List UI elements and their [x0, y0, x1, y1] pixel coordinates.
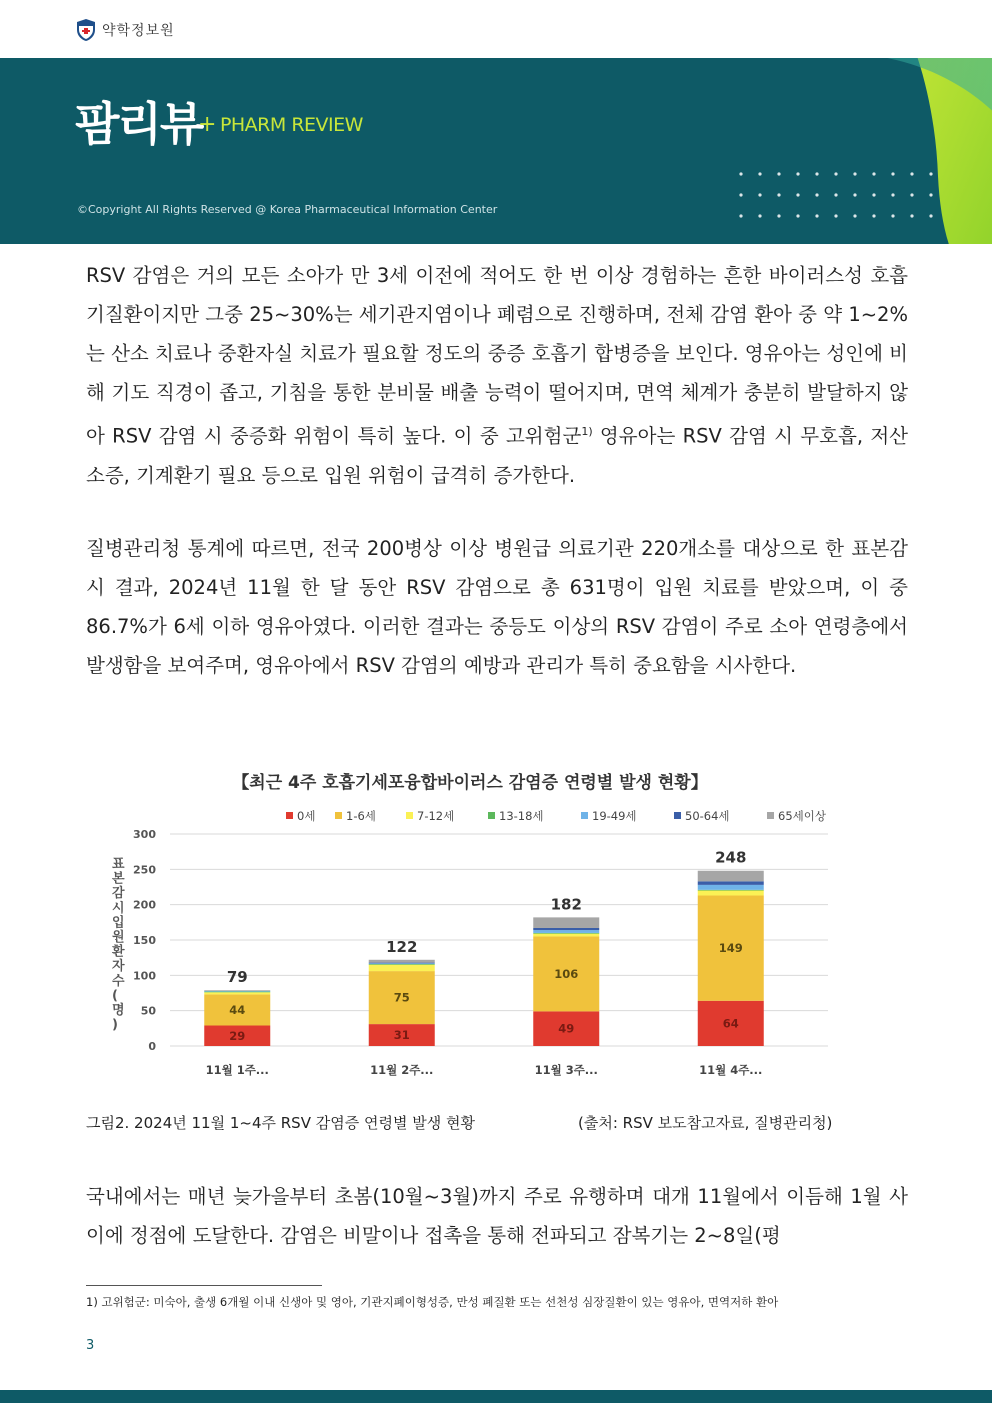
bar-segment [698, 881, 764, 885]
dot [758, 214, 761, 217]
x-tick-label: 11월 3주... [534, 1063, 598, 1077]
dot [910, 193, 913, 196]
bar-segment [204, 990, 270, 991]
logo-text: 약학정보원 [102, 23, 175, 39]
total-label: 248 [715, 848, 747, 867]
logo [76, 18, 175, 42]
dot [777, 172, 780, 175]
subtitle-text: PHARM REVIEW [219, 114, 363, 136]
legend-label: 50-64세 [685, 809, 730, 823]
dot [758, 193, 761, 196]
data-label: 44 [229, 1002, 246, 1017]
legend-swatch [406, 812, 413, 819]
top-bar [0, 0, 992, 58]
bar-segment [533, 917, 599, 928]
dot [910, 172, 913, 175]
page-title: 팜리뷰 [75, 97, 203, 151]
bar-segment [204, 992, 270, 993]
bar-segment [369, 960, 435, 963]
footnote-ref: 1) [581, 425, 593, 438]
dot [929, 214, 932, 217]
dot [815, 172, 818, 175]
legend-swatch [581, 812, 588, 819]
legend-swatch [286, 812, 293, 819]
bar-segment [533, 934, 599, 937]
data-label: 49 [558, 1021, 575, 1036]
y-tick-label: 100 [133, 969, 156, 983]
dot [758, 172, 761, 175]
dot [872, 193, 875, 196]
dot [891, 172, 894, 175]
legend-label: 0세 [297, 809, 316, 823]
chart-figure [100, 760, 840, 1090]
plus-icon: + [198, 112, 216, 137]
bar-segment [698, 891, 764, 896]
dot [853, 214, 856, 217]
bar-segment [369, 965, 435, 971]
x-tick-label: 11월 4주... [699, 1063, 763, 1077]
paragraph-1-text-a: RSV 감염은 거의 모든 소아가 만 3세 이전에 적어도 한 번 이상 경험하는 흔한 바이러스성 호흡기질환이지만 그중 25~30%는 세기관지염이나 폐렴으로 진행하며, 전체 감염 환아 중 약 1~2%는 산소 치료나 중환자실 치료가 필요할 정도의 중증 호흡기 합병증을 보인다. 영유아는 성인에 비해 기도 직경이 좁고, 기침을 통한 분비물 배출 능력이 떨어지며, 면역 체계가 충분히 발달하지 않아 RSV 감염 시 중증화 위험이 특히 높다. 이 중 고위험군 [86, 264, 908, 448]
legend-swatch [335, 812, 342, 819]
dot [853, 172, 856, 175]
dot [929, 172, 932, 175]
stacked-bar-chart [100, 760, 840, 1090]
copyright-text: ©Copyright All Rights Reserved @ Korea Pharmaceutical Information Center [77, 203, 498, 216]
bar-segment [698, 885, 764, 890]
total-label: 182 [550, 895, 582, 914]
legend-swatch [488, 812, 495, 819]
bar-segment [369, 964, 435, 965]
x-tick-label: 11월 2주... [370, 1063, 434, 1077]
footnote-divider [86, 1285, 322, 1286]
footnote: 1) 고위험군: 미숙아, 출생 6개월 이내 신생아 및 영아, 기관지폐이형성증, 만성 폐질환 또는 선천성 심장질환이 있는 영유아, 면역저하 환아 [86, 1295, 779, 1309]
dot [891, 214, 894, 217]
bar-segment [698, 871, 764, 882]
paragraph-3: 국내에서는 매년 늦가을부터 초봄(10월~3월)까지 주로 유행하며 대개 11월에서 이듬해 1월 사이에 정점에 도달한다. 감염은 비말이나 접촉을 통해 전파되고 잠복기는 2~8일(평 [86, 1185, 908, 1247]
dot [853, 193, 856, 196]
dot [739, 214, 742, 217]
data-label: 31 [393, 1028, 410, 1043]
dot [834, 172, 837, 175]
bar-segment [369, 963, 435, 964]
dot [834, 193, 837, 196]
dot [739, 193, 742, 196]
dot [815, 193, 818, 196]
dot [796, 193, 799, 196]
x-tick-label: 11월 1주... [205, 1063, 269, 1077]
dot [891, 193, 894, 196]
paragraph-1 [86, 256, 908, 495]
dot [796, 214, 799, 217]
dot [834, 214, 837, 217]
y-tick-label: 50 [140, 1004, 156, 1018]
chart-title: 【최근 4주 호흡기세포융합바이러스 감염증 연령별 발생 현황】 [232, 773, 708, 793]
legend-swatch [674, 812, 681, 819]
data-label: 75 [393, 990, 410, 1005]
figure-caption: 그림2. 2024년 11월 1~4주 RSV 감염증 연령별 발생 현황 [86, 1114, 475, 1132]
legend-label: 7-12세 [417, 809, 455, 823]
page-subtitle [198, 112, 363, 137]
bar-segment [698, 890, 764, 891]
bar-segment [533, 930, 599, 933]
y-tick-label: 300 [133, 828, 156, 841]
dot [872, 214, 875, 217]
paragraph-2: 질병관리청 통계에 따르면, 전국 200병상 이상 병원급 의료기관 220개소를 대상으로 한 표본감시 결과, 2024년 11월 한 달 동안 RSV 감염으로 총 631명이 입원 치료를 받았으며, 이 중 86.7%가 6세 이하 영유아였다. 이러한 결과는 중등도 이상의 RSV 감염이 주로 소아 연령층에서 발생함을 보여주며, 영유아에서 RSV 감염의 예방과 관리가 특히 중요함을 시사한다. [86, 537, 908, 677]
y-tick-label: 250 [133, 863, 156, 877]
dot [815, 214, 818, 217]
bar-segment [533, 928, 599, 930]
dot [777, 214, 780, 217]
dot [777, 193, 780, 196]
legend-label: 19-49세 [592, 809, 637, 823]
dot [739, 172, 742, 175]
data-label: 29 [229, 1028, 246, 1043]
bottom-bar [0, 1390, 992, 1403]
dot [796, 172, 799, 175]
data-label: 106 [554, 966, 579, 981]
bar-segment [369, 963, 435, 964]
y-tick-label: 150 [133, 934, 156, 947]
legend-label: 1-6세 [346, 809, 376, 823]
y-tick-label: 200 [133, 898, 156, 912]
total-label: 122 [386, 937, 418, 956]
y-axis-label: 표 본 감 시 입 원 환 자 수 ( 명 ) [112, 857, 125, 1033]
dot [910, 214, 913, 217]
bar-segment [204, 991, 270, 992]
bar-segment [204, 992, 270, 994]
dot [872, 172, 875, 175]
data-label: 149 [718, 941, 743, 956]
paragraph-1-text-b: 영유아는 RSV 감염 시 무호흡, 저산소증, 기계환기 필요 등으로 입원 위험이 급격히 증가한다. [86, 424, 908, 487]
legend-swatch [767, 812, 774, 819]
legend-label: 65세이상 [778, 809, 826, 823]
legend-label: 13-18세 [499, 809, 544, 823]
total-label: 79 [226, 968, 248, 987]
bar-segment [533, 933, 599, 934]
y-tick-label: 0 [148, 1040, 156, 1053]
dot-grid-decoration [737, 170, 937, 222]
figure-source: (출처: RSV 보도참고자료, 질병관리청) [578, 1114, 833, 1132]
shield-logo-icon [76, 18, 96, 42]
data-label: 64 [722, 1016, 739, 1031]
page-number: 3 [86, 1338, 95, 1353]
dot [929, 193, 932, 196]
